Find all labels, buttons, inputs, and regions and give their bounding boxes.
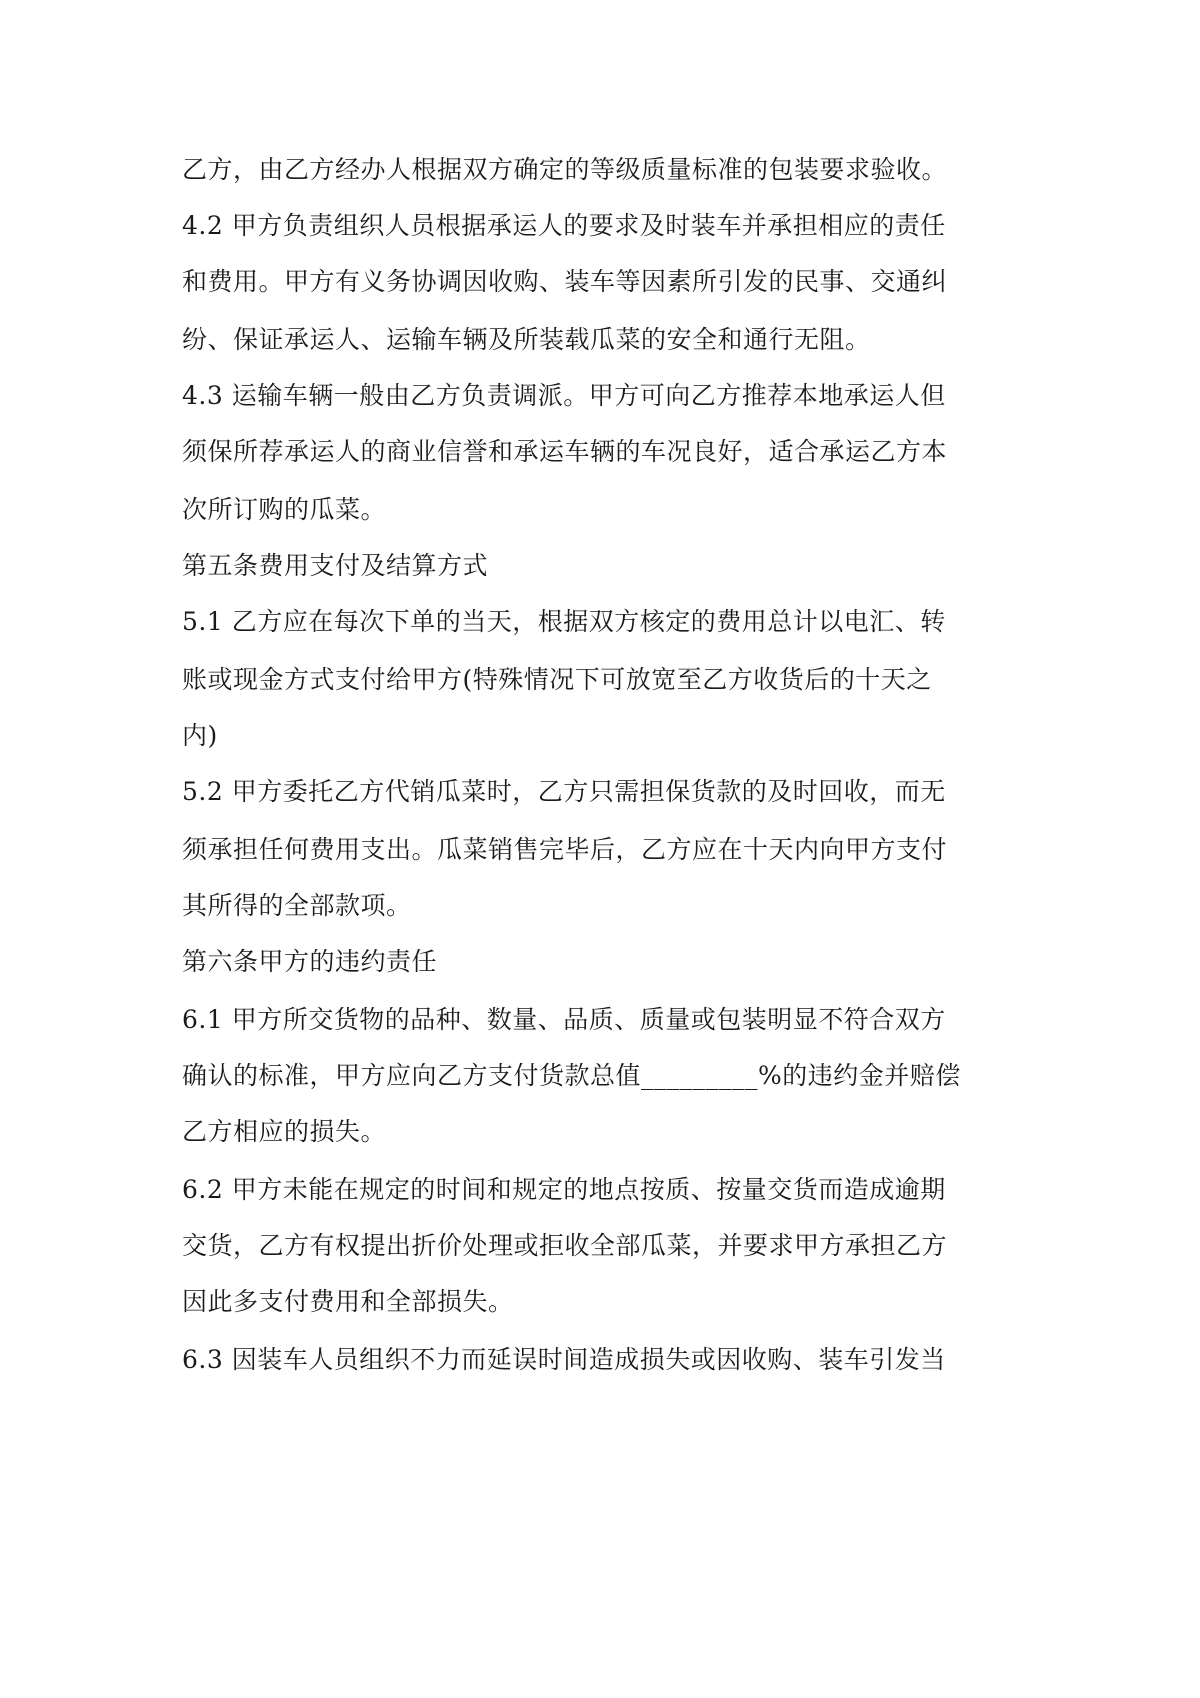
- text-line: 6.3 因装车人员组织不力而延误时间造成损失或因收购、装车引发当: [182, 1345, 946, 1374]
- text-line: 6.2 甲方未能在规定的时间和规定的地点按质、按量交货而造成逾期: [182, 1175, 946, 1204]
- text-line: 乙方相应的损失。: [182, 1117, 387, 1146]
- text-line: 6.1 甲方所交货物的品种、数量、品质、质量或包装明显不符合双方: [182, 1005, 946, 1034]
- text-line: 4.3 运输车辆一般由乙方负责调派。甲方可向乙方推荐本地承运人但: [182, 381, 946, 410]
- text-line: 纷、保证承运人、运输车辆及所装载瓜菜的安全和通行无阻。: [182, 325, 871, 354]
- text-line: 次所订购的瓜菜。: [182, 495, 387, 524]
- text-line: 确认的标准，甲方应向乙方支付货款总值_________%的违约金并赔偿: [182, 1061, 961, 1090]
- text-line: 因此多支付费用和全部损失。: [182, 1287, 514, 1316]
- text-line: 和费用。甲方有义务协调因收购、装车等因素所引发的民事、交通纠: [182, 267, 948, 296]
- section-heading: 第五条费用支付及结算方式: [182, 551, 489, 580]
- text-line: 账或现金方式支付给甲方(特殊情况下可放宽至乙方收货后的十天之: [182, 665, 932, 694]
- text-line: 乙方，由乙方经办人根据双方确定的等级质量标准的包装要求验收。: [182, 155, 948, 184]
- section-heading: 第六条甲方的违约责任: [182, 947, 438, 976]
- text-line: 须保所荐承运人的商业信誉和承运车辆的车况良好，适合承运乙方本: [182, 437, 948, 466]
- text-line: 4.2 甲方负责组织人员根据承运人的要求及时装车并承担相应的责任: [182, 211, 946, 240]
- text-line: 5.1 乙方应在每次下单的当天，根据双方核定的费用总计以电汇、转: [182, 607, 946, 636]
- text-line: 须承担任何费用支出。瓜菜销售完毕后，乙方应在十天内向甲方支付: [182, 835, 948, 864]
- text-line: 内): [182, 721, 218, 750]
- text-line: 其所得的全部款项。: [182, 891, 412, 920]
- text-line: 交货，乙方有权提出折价处理或拒收全部瓜菜，并要求甲方承担乙方: [182, 1231, 948, 1260]
- text-line: 5.2 甲方委托乙方代销瓜菜时，乙方只需担保货款的及时回收，而无: [182, 777, 946, 806]
